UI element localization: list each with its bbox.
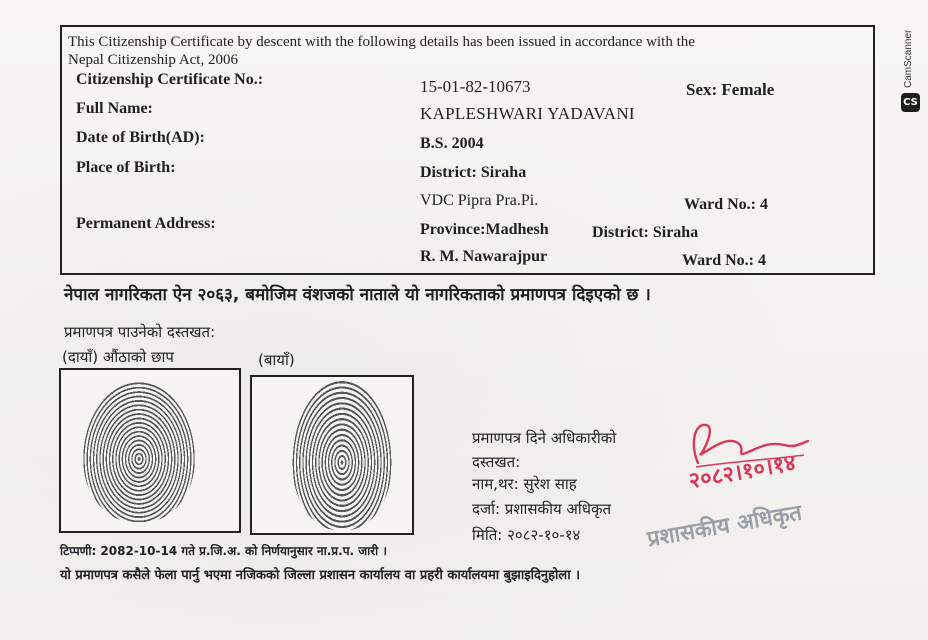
camscanner-watermark (900, 12, 922, 112)
officer-signature-label: दस्तखत: (472, 453, 521, 471)
sex-field: Sex: Female (686, 80, 775, 99)
officer-title: प्रमाणपत्र दिने अधिकारीको (472, 429, 617, 447)
stamp-title: प्रशासकीय अधिकृत (645, 500, 804, 553)
right-thumbprint (83, 382, 195, 522)
perm-district: District: Siraha (592, 224, 699, 241)
camscanner-name: CamScanner (903, 29, 914, 88)
citizenship-statement: नेपाल नागरिकता ऐन २०६३, बमोजिम वंशजको नाताले यो नागरिकताको प्रमाणपत्र दिइएको छ । (64, 285, 651, 305)
holder-signature-label: प्रमाणपत्र पाउनेको दस्तखत: (64, 323, 216, 341)
left-thumb-label: (बायाँ) (258, 351, 295, 369)
header-line-2: Nepal Citizenship Act, 2006 (68, 52, 238, 68)
cert-no-value: 15-01-82-10673 (420, 77, 531, 96)
left-thumbprint (292, 380, 392, 530)
header-line-1: This Citizenship Certificate by descent with the following details has been issued in accordance with the (68, 34, 695, 50)
camscanner-logo-icon: CS (901, 93, 920, 112)
note-text: टिप्पणी: 2082-10-14 गते प्र.जि.अ. को निर्णयानुसार ना.प्र.प. जारी । (60, 544, 387, 558)
footer-text: यो प्रमाणपत्र कसैले फेला पार्नु भएमा नजिकको जिल्ला प्रशासन कार्यालय वा प्रहरी कार्यालयमा बुझाइदिनुहोला । (60, 568, 581, 583)
pob-ward: Ward No.: 4 (684, 196, 768, 213)
dob-value: B.S. 2004 (420, 135, 484, 152)
officer-date: मिति: २०८२-१०-१४ (472, 526, 581, 544)
perm-label: Permanent Address: (76, 215, 216, 232)
right-thumb-label: (दायाँ) औंठाको छाप (62, 348, 174, 366)
left-thumbprint-box (250, 375, 414, 535)
officer-name: नाम,थर: सुरेश साह (472, 475, 577, 493)
perm-province: Province:Madhesh (420, 221, 549, 238)
name-label: Full Name: (76, 100, 153, 117)
pob-label: Place of Birth: (76, 159, 176, 176)
right-thumbprint-box (59, 368, 241, 533)
pob-vdc: VDC Pipra Pra.Pi. (420, 192, 539, 209)
cert-no-label: Citizenship Certificate No.: (76, 71, 264, 88)
perm-rm: R. M. Nawarajpur (420, 248, 548, 265)
dob-label: Date of Birth(AD): (76, 129, 205, 146)
name-value: KAPLESHWARI YADAVANI (420, 104, 635, 123)
officer-rank: दर्जा: प्रशासकीय अधिकृत (472, 500, 612, 518)
pob-district: District: Siraha (420, 164, 527, 181)
perm-ward: Ward No.: 4 (682, 252, 766, 269)
stamp-date: २०८२।१०।१४ (686, 450, 798, 495)
